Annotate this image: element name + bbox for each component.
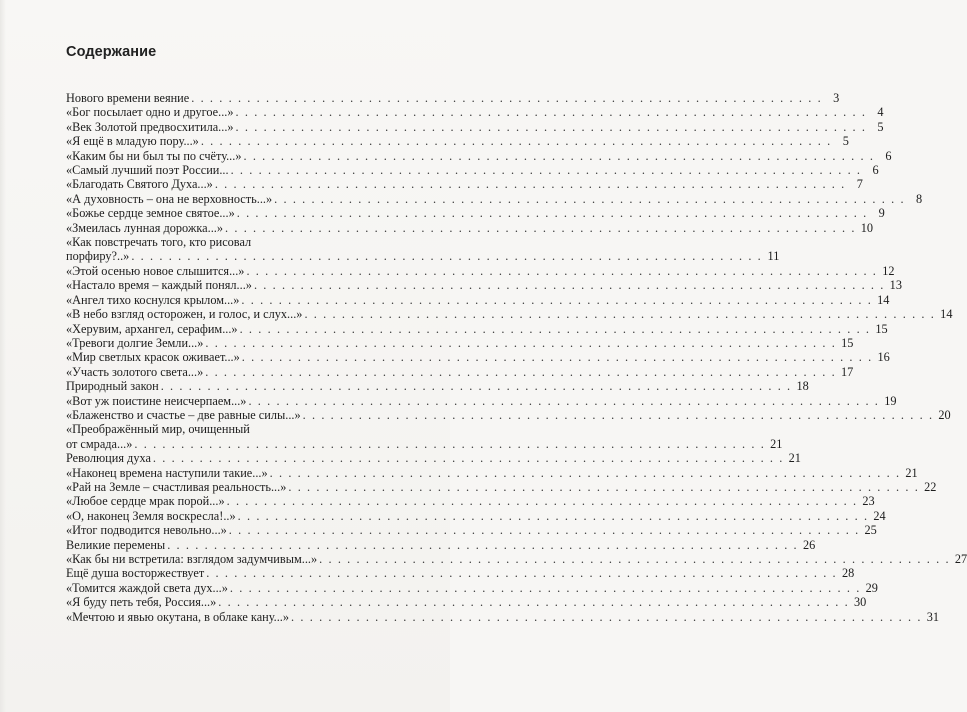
toc-entry-page-number: 21 (770, 436, 783, 451)
toc-entry (66, 465, 918, 480)
dot-leader: . . . . . . . . . . . . . . . . . . . . . . . . . . . . . . . . . . . . . . . . . . . . . . . . . . . . . . . . . . . . . . . . . . . . (269, 465, 901, 480)
dot-leader: . . . . . . . . . . . . . . . . . . . . . . . . . . . . . . . . . . . . . . . . . . . . . . . . . . . . . . . . . . . . . . . . . . . . (228, 523, 860, 538)
dot-leader: . . . . . . . . . . . . . . . . . . . . . . . . . . . . . . . . . . . . . . . . . . . . . . . . . . . . . . . . . . . . . . . . . . . . (152, 451, 784, 466)
toc-entry (66, 105, 884, 120)
toc-entry-page-number: 27 (954, 552, 967, 566)
toc-entry-page-number: 29 (865, 580, 878, 595)
dot-leader: . . . . . . . . . . . . . . . . . . . . . . . . . . . . . . . . . . . . . . . . . . . . . . . . . . . . . . . . . . . . . . . . . . . . (243, 148, 875, 163)
toc-entry-page-number: 3 (833, 91, 840, 105)
toc-entry (66, 220, 874, 235)
toc-entry-title: «Я ещё в младую пору...» (66, 134, 199, 149)
toc-entry-title: «Как бы ни встретила: взглядом задумчивым...» (66, 552, 318, 566)
dot-leader: . . . . . . . . . . . . . . . . . . . . . . . . . . . . . . . . . . . . . . . . . . . . . . . . . . . . . . . . . . . . . . . . . . . . (248, 393, 880, 408)
dot-leader: . . . . . . . . . . . . . . . . . . . . . . . . . . . . . . . . . . . . . . . . . . . . . . . . . . . . . . . . . . . . . . . . . . . . (160, 379, 792, 394)
toc-entry-page-number: 6 (885, 148, 892, 163)
toc-entry-title: «А духовность – она не верховность...» (66, 191, 273, 206)
toc-entry-title: «Мечтою и явью окутана, в облаке кану...» (66, 609, 290, 624)
toc-entry (66, 609, 940, 624)
dot-leader: . . . . . . . . . . . . . . . . . . . . . . . . . . . . . . . . . . . . . . . . . . . . . . . . . . . . . . . . . . . . . . . . . . . . (225, 220, 857, 235)
dot-leader: . . . . . . . . . . . . . . . . . . . . . . . . . . . . . . . . . . . . . . . . . . . . . . . . . . . . . . . . . . . . . . . . . . . . (214, 177, 846, 192)
dot-leader: . . . . . . . . . . . . . . . . . . . . . . . . . . . . . . . . . . . . . . . . . . . . . . . . . . . . . . . . . . . . . . . . . . . . (200, 134, 832, 149)
toc-entry-page-number: 10 (860, 220, 874, 235)
dot-leader: . . . . . . . . . . . . . . . . . . . . . . . . . . . . . . . . . . . . . . . . . . . . . . . . . . . . . . . . . . . . . . . . . . . . (235, 119, 867, 134)
toc-entry-page-number: 16 (877, 350, 890, 365)
toc-entry (66, 580, 878, 595)
toc-entry-title: «Участь золотого света...» (66, 364, 204, 379)
toc-entry (66, 177, 863, 192)
toc-entry (66, 379, 809, 394)
toc-entry-page-number: 6 (872, 163, 879, 178)
dot-leader: . . . . . . . . . . . . . . . . . . . . . . . . . . . . . . . . . . . . . . . . . . . . . . . . . . . . . . . . . . . . . . . . . . . . (134, 436, 766, 451)
dot-leader: . . . . . . . . . . . . . . . . . . . . . . . . . . . . . . . . . . . . . . . . . . . . . . . . . . . . . . . . . . . . . . . . . . . . (229, 580, 861, 595)
toc-entry-page-number: 5 (842, 134, 849, 149)
toc-entry (66, 508, 886, 523)
toc-entry-title: Природный закон (66, 379, 159, 394)
table-of-contents (66, 91, 967, 624)
dot-leader: . . . . . . . . . . . . . . . . . . . . . . . . . . . . . . . . . . . . . . . . . . . . . . . . . . . . . . . . . . . . . . . . . . . . (304, 307, 936, 322)
toc-entry-title: Нового времени веяние (66, 91, 190, 105)
toc-entry-page-number: 14 (940, 307, 953, 322)
dot-leader: . . . . . . . . . . . . . . . . . . . . . . . . . . . . . . . . . . . . . . . . . . . . . . . . . . . . . . . . . . . . . . . . . . . . (235, 105, 867, 120)
toc-entry (66, 393, 897, 408)
toc-entry-title: «Любое сердце мрак порой...» (66, 494, 225, 509)
dot-leader: . . . . . . . . . . . . . . . . . . . . . . . . . . . . . . . . . . . . . . . . . . . . . . . . . . . . . . . . . . . . . . . . . . . . (131, 249, 763, 264)
toc-entry-title: «Наконец времена наступили такие...» (66, 465, 268, 480)
page-edge-shadow (0, 0, 6, 712)
toc-entry-title: «Змеилась лунная дорожка...» (66, 220, 224, 235)
dot-leader: . . . . . . . . . . . . . . . . . . . . . . . . . . . . . . . . . . . . . . . . . . . . . . . . . . . . . . . . . . . . . . . . . . . . (288, 479, 920, 494)
toc-entry-page-number: 17 (840, 364, 854, 379)
toc-entry-page-number: 28 (841, 566, 855, 581)
toc-entry-page-number: 31 (926, 609, 940, 624)
toc-entry (66, 148, 892, 163)
toc-entry-title: «Благодать Святого Духа...» (66, 177, 213, 192)
dot-leader: . . . . . . . . . . . . . . . . . . . . . . . . . . . . . . . . . . . . . . . . . . . . . . . . . . . . . . . . . . . . . . . . . . . . (218, 595, 850, 610)
toc-entry-title: «О, наконец Земля воскресла!..» (66, 508, 236, 523)
toc-entry (66, 350, 890, 365)
toc-entry-page-number: 26 (802, 537, 816, 552)
toc-entry (66, 494, 875, 509)
toc-entry (66, 335, 854, 350)
toc-entry (66, 407, 951, 422)
toc-entry-page-number: 7 (856, 177, 863, 192)
dot-leader: . . . . . . . . . . . . . . . . . . . . . . . . . . . . . . . . . . . . . . . . . . . . . . . . . . . . . . . . . . . . . . . . . . . . (241, 292, 873, 307)
dot-leader: . . . . . . . . . . . . . . . . . . . . . . . . . . . . . . . . . . . . . . . . . . . . . . . . . . . . . . . . . . . . . . . . . . . . (239, 321, 871, 336)
dot-leader: . . . . . . . . . . . . . . . . . . . . . . . . . . . . . . . . . . . . . . . . . . . . . . . . . . . . . . . . . . . . . . . . . . . . (302, 407, 934, 422)
dot-leader: . . . . . . . . . . . . . . . . . . . . . . . . . . . . . . . . . . . . . . . . . . . . . . . . . . . . . . . . . . . . . . . . . . . . (191, 91, 823, 105)
toc-entry-title-line1: «Преображённый мир, очищенный (66, 422, 250, 437)
toc-entry-page-number: 19 (884, 393, 897, 408)
toc-entry (66, 523, 877, 538)
contents-heading: Содержание (66, 44, 157, 60)
toc-entry (66, 235, 780, 264)
toc-entry-title: от смрада...» (66, 436, 133, 451)
toc-entry (66, 278, 902, 293)
toc-entry-title: «Божье сердце земное святое...» (66, 206, 235, 221)
toc-entry-title: «Настало время – каждый понял...» (66, 278, 252, 293)
dot-leader: . . . . . . . . . . . . . . . . . . . . . . . . . . . . . . . . . . . . . . . . . . . . . . . . . . . . . . . . . . . . . . . . . . . . (236, 206, 868, 221)
dot-leader: . . . . . . . . . . . . . . . . . . . . . . . . . . . . . . . . . . . . . . . . . . . . . . . . . . . . . . . . . . . . . . . . . . . . (230, 163, 862, 178)
toc-entry (66, 537, 816, 552)
toc-entry-page-number: 9 (878, 206, 885, 221)
toc-entry (66, 451, 801, 466)
toc-entry-title: порфиру?..» (66, 249, 130, 264)
dot-leader: . . . . . . . . . . . . . . . . . . . . . . . . . . . . . . . . . . . . . . . . . . . . . . . . . . . . . . . . . . . . . . . . . . . . (241, 350, 873, 365)
toc-entry-title: «Херувим, архангел, серафим...» (66, 321, 238, 336)
toc-entry (66, 479, 937, 494)
toc-entry-page-number: 24 (873, 508, 886, 523)
toc-entry (66, 91, 840, 105)
toc-entry (66, 191, 923, 206)
dot-leader: . . . . . . . . . . . . . . . . . . . . . . . . . . . . . . . . . . . . . . . . . . . . . . . . . . . . . . . . . . . . . . . . . . . . (291, 609, 923, 624)
toc-entry-page-number: 21 (905, 465, 918, 480)
toc-entry-page-number: 30 (854, 595, 867, 610)
toc-entry-title: «Этой осенью новое слышится...» (66, 263, 245, 278)
toc-entry (66, 321, 888, 336)
dot-leader: . . . . . . . . . . . . . . . . . . . . . . . . . . . . . . . . . . . . . . . . . . . . . . . . . . . . . . . . . . . . . . . . . . . . (167, 537, 799, 552)
toc-entry-page-number: 12 (882, 263, 895, 278)
toc-entry-title: «Ангел тихо коснулся крылом...» (66, 292, 240, 307)
toc-entry (66, 307, 953, 322)
toc-entry-title: «Век Золотой предвосхитила...» (66, 119, 234, 134)
toc-entry (66, 552, 967, 566)
toc-entry-title: «Блаженство и счастье – две равные силы...» (66, 407, 301, 422)
toc-entry (66, 206, 885, 221)
toc-entry (66, 134, 849, 149)
toc-entry (66, 595, 867, 610)
toc-entry-title: Ещё душа восторжествует (66, 566, 205, 581)
dot-leader: . . . . . . . . . . . . . . . . . . . . . . . . . . . . . . . . . . . . . . . . . . . . . . . . . . . . . . . . . . . . . . . . . . . . (205, 364, 837, 379)
toc-entry-page-number: 11 (767, 249, 780, 264)
dot-leader: . . . . . . . . . . . . . . . . . . . . . . . . . . . . . . . . . . . . . . . . . . . . . . . . . . . . . . . . . . . . . . . . . . . . (246, 263, 878, 278)
toc-entry-title: «Бог посылает одно и другое...» (66, 105, 234, 120)
toc-entry-page-number: 5 (877, 119, 884, 134)
toc-entry-page-number: 8 (916, 191, 923, 206)
toc-entry (66, 119, 884, 134)
toc-entry-title: Великие перемены (66, 537, 166, 552)
toc-entry-page-number: 15 (875, 321, 888, 336)
toc-entry-page-number: 22 (924, 479, 937, 494)
toc-entry-title: «Самый лучший поэт России... (66, 163, 229, 178)
dot-leader: . . . . . . . . . . . . . . . . . . . . . . . . . . . . . . . . . . . . . . . . . . . . . . . . . . . . . . . . . . . . . . . . . . . . (237, 508, 869, 523)
toc-entry-title: «Итог подводится невольно...» (66, 523, 227, 538)
toc-entry-title: «Тревоги долгие Земли...» (66, 335, 204, 350)
toc-entry-title: «В небо взгляд осторожен, и голос, и слух...» (66, 307, 303, 322)
toc-entry-page-number: 25 (864, 523, 877, 538)
toc-entry-page-number: 18 (796, 379, 809, 394)
toc-entry-page-number: 21 (788, 451, 801, 466)
toc-entry-page-number: 23 (862, 494, 875, 509)
dot-leader: . . . . . . . . . . . . . . . . . . . . . . . . . . . . . . . . . . . . . . . . . . . . . . . . . . . . . . . . . . . . . . . . . . . . (206, 566, 838, 581)
toc-entry-title: «Я буду петь тебя, Россия...» (66, 595, 217, 610)
toc-entry-page-number: 15 (841, 335, 854, 350)
toc-entry (66, 292, 890, 307)
toc-entry-title: «Каким бы ни был ты по счёту...» (66, 148, 242, 163)
dot-leader: . . . . . . . . . . . . . . . . . . . . . . . . . . . . . . . . . . . . . . . . . . . . . . . . . . . . . . . . . . . . . . . . . . . . (226, 494, 858, 509)
toc-entry (66, 364, 854, 379)
dot-leader: . . . . . . . . . . . . . . . . . . . . . . . . . . . . . . . . . . . . . . . . . . . . . . . . . . . . . . . . . . . . . . . . . . . . (319, 552, 951, 566)
toc-entry-page-number: 20 (938, 407, 951, 422)
dot-leader: . . . . . . . . . . . . . . . . . . . . . . . . . . . . . . . . . . . . . . . . . . . . . . . . . . . . . . . . . . . . . . . . . . . . (205, 335, 837, 350)
toc-entry (66, 263, 895, 278)
toc-entry-page-number: 14 (877, 292, 890, 307)
toc-entry-page-number: 13 (889, 278, 902, 293)
toc-entry-title: «Вот уж поистине неисчерпаем...» (66, 393, 247, 408)
toc-entry-title: Революция духа (66, 451, 151, 466)
toc-entry-title: «Рай на Земле – счастливая реальность...» (66, 479, 287, 494)
toc-entry (66, 422, 783, 451)
dot-leader: . . . . . . . . . . . . . . . . . . . . . . . . . . . . . . . . . . . . . . . . . . . . . . . . . . . . . . . . . . . . . . . . . . . . (274, 191, 906, 206)
toc-entry (66, 163, 879, 178)
dot-leader: . . . . . . . . . . . . . . . . . . . . . . . . . . . . . . . . . . . . . . . . . . . . . . . . . . . . . . . . . . . . . . . . . . . . (253, 278, 885, 293)
toc-entry-title: «Мир светлых красок оживает...» (66, 350, 240, 365)
toc-entry-page-number: 4 (877, 105, 884, 120)
toc-entry-title-line1: «Как повстречать того, кто рисовал (66, 235, 252, 250)
toc-entry-title: «Томится жаждой света дух...» (66, 580, 228, 595)
toc-entry (66, 566, 855, 581)
